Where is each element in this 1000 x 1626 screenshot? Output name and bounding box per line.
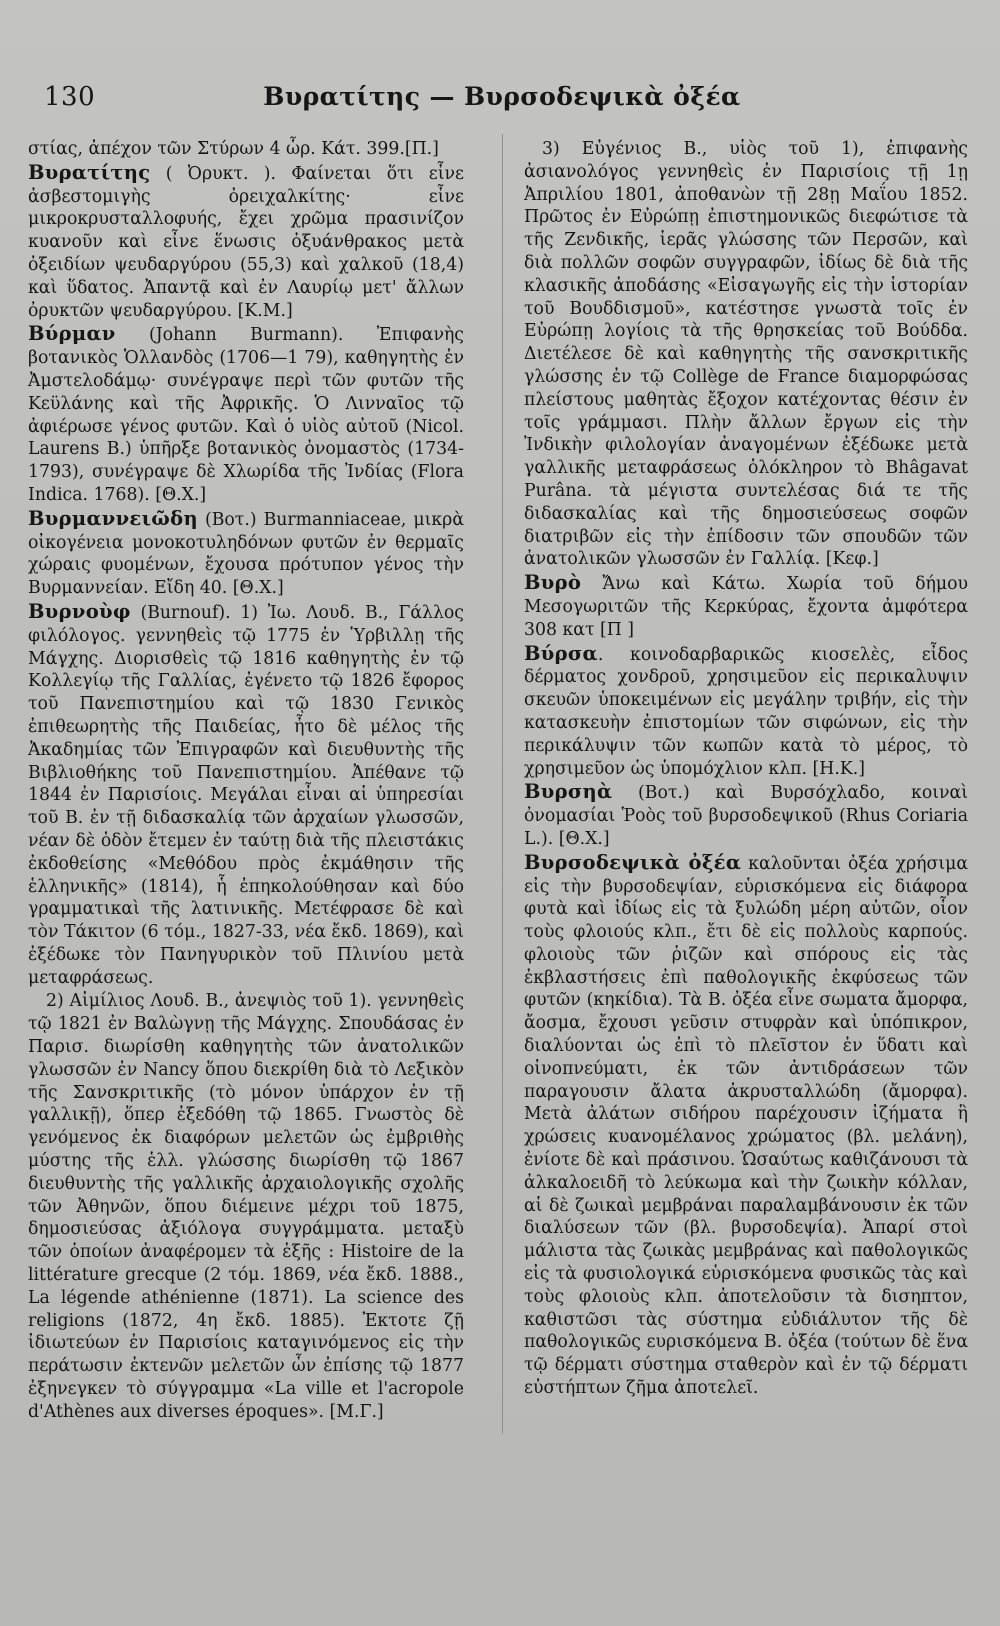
entry-text: στίας, ἀπέχον τῶν Στύρων 4 ὧρ. Κάτ. 399.[Π.] [28, 139, 439, 159]
page-number: 130 [44, 82, 96, 112]
dictionary-entry [524, 138, 968, 571]
dictionary-entry [524, 572, 968, 641]
entry-text: (Βοτ.) καὶ Βυρσόχλαδο, κοιναὶ ὀνομασίαι Ῥοὸς τοῦ βυρσοδεψικοῦ (Rhus Coriaria L.). [Θ.Χ.] [524, 783, 968, 849]
entry-text: (Burnouf). 1) Ἰω. Λουδ. Β., Γάλλος φιλόλογος. γεννηθεὶς τῷ 1775 ἐν Ὑρβιλλῃ τῆς Μάγχης. Διορισθεὶς τῷ 1816 καθηγητὴς ἐν τῷ Κολλεγίῳ τῆς Γαλλίας, ἐγένετο τῷ 1826 ἔφορος τοῦ Πανεπιστημίου καὶ τῷ 1830 Γενικὸς ἐπιθεωρητὴς τῆς Παιδείας, ἦτο δὲ μέλος τῆς Ἀκαδημίας τῶν Ἐπιγραφῶν καὶ διευθυντὴς τῆς Βιβλιοθήκης τοῦ Πανεπιστημίου. Ἀπέθανε τῷ 1844 ἐν Παρισίοις. Μεγάλαι εἶναι αἱ ὑπηρεσίαι τοῦ Β. ἐν τῇ διδασκαλίᾳ τῶν ἀρχαίων γλωσσῶν, νέαν δὲ ὁδὸν ἔτεμεν ἐν ταύτῃ διὰ τῆς πλειστάκις ἐκδοθείσης «Μεθόδου πρὸς ἐκμάθησιν τῆς ἑλληνικῆς» (1814), ἧ ἐπηκολούθησαν καὶ δύο γραμματικαὶ τῆς λατινικῆς. Μετέφρασε δὲ καὶ τὸν Τάκιτον (6 τόμ., 1827-33, νέα ἔκδ. 1869), καὶ ἐξέδωκε τὸν Πανηγυρικὸν τοῦ Πλινίου μετὰ μεταφράσεως. [28, 602, 464, 988]
dictionary-entry [28, 162, 464, 323]
entry-text: καλοῦνται ὀξέα χρήσιμα εἰς τὴν βυρσοδεψίαν, εὑρισκόμενα εἰς διάφορα φυτὰ καὶ ἰδίως εἰς τὰ ξυλώδη μέρη αὐτῶν, οἷον τοὺς φλοιούς κλπ., ἔτι δὲ εἰς πολλοὺς καρπούς. φλοιοὺς τῶν ῥιζῶν καὶ σπόρους εἰς τὰς ἐκβλαστήσεις ἐπὶ παθολογικῆς ἐκφύσεως τῶν φυτῶν (κηκίδια). Τὰ Β. ὀξέα εἶνε σωματα ἄμορφα, ἄοσμα, ἔχουσι γεῦσιν στυφρὰν καὶ ὑπόπικρον, διαλύονται ὡς ἐπὶ τὸ πλεῖστον ἐν ὕδατι καὶ οἰνοπνεύματι, ἐκ τῶν ἀντιδράσεων τῶν παραγουσιν ἄλατα ἀκρυσταλλώδη (ἄμορφα). Μετὰ ἀλάτων σιδήρου παρέχουσιν ἰζήματα ἢ χρώσεις κυανομέλανος χρώματος (βλ. μελάνη), ἐνίοτε δὲ καὶ πράσινου. Ὡσαύτως καθιζάνουσι τὰ ἀλκαλοειδῆ τὸ λεύκωμα καὶ τὴν ζωικὴν κόλλαν, αἱ δὲ ζωικαὶ μεμβράναι παραλαμβάνουσιν ἐκ τῶν διαλύσεων τῶν (βλ. βυρσοδεψία). Ἀπαρί στοὶ μάλιστα τὰς ζωικὰς μεμβράνας καὶ παθολογικῶς εἰς τὰ φυσιολογικά εὑρισκόμενα φυσικῶς τὰς καὶ τοὺς φλοιοὺς κλπ. ἀποτελοῦσιν τὰ δισηπτον, καθιστῶσι τὰς σύστημα εὐδιάλυτον τῆς δὲ παθολογικῶς ευρισκόμενα Β. ὀξέα (τούτων δὲ ἕνα τῷ δέρματι σύστημα σταθερὸν καὶ ἐν τῷ δέρματι εὐστήπτων ζῆμα ἀποτελεῖ. [524, 853, 968, 1399]
entry-headword: Βυρσηὰ [524, 780, 613, 804]
dictionary-entry [28, 323, 464, 506]
entry-text: 3) Εὐγένιος Β., υἱὸς τοῦ 1), ἐπιφανὴς ἀσιανολόγος γεννηθεὶς ἐν Παρισίοις τῇ 1ῃ Ἀπριλίου 1801, ἀποθανὼν τῇ 28ῃ Μαΐου 1852. Πρῶτος ἐν Εὐρώπῃ ἐπιστημονικῶς διεφώτισε τὰ τῆς Ζενδικῆς, ἱερᾶς γλώσσης τῶν Περσῶν, καὶ διὰ πολλῶν σοφῶν συγγραφῶν, ἰδίως δὲ διὰ τῆς κλασικῆς ἀποδάσης «Εἰσαγωγῆς εἰς τὴν ἱστορίαν τοῦ Βουδδισμοῦ», κατέστησε γνωστὰ τοῖς ἐν Εὐρώπῃ λογίοις τὰ τῆς θρησκείας τοῦ Βούδδα. Διετέλεσε δὲ καὶ καθηγητὴς τῆς σανσκριτικῆς γλώσσης ἐν τῷ Collège de France διαμορφώσας πλείστους μαθητὰς ἔξοχον κατέχοντας θέσιν ἐν τοῖς γράμμασι. Πλὴν ἄλλων ἔργων εἰς τὴν Ἰνδικὴν φιλολογίαν ἀναγομένων ἐξέδωκε μετὰ γαλλικῆς μεταφράσεως ὁλόκληρον τὸ Bhâgavat Purâna. τὰ μέγιστα συντελέσας διά τε τῆς διδασκαλίας καὶ τῆς δημοσιεύσεως σοφῶν διατριβῶν εἰς τὴν ἐπίδοσιν τῶν σπουδῶν τῶν ἀνατολικῶν γλωσσῶν ἐν Γαλλίᾳ. [Κεφ.] [524, 139, 968, 570]
dictionary-entry [524, 643, 968, 781]
page-header [38, 78, 966, 118]
dictionary-entry [28, 990, 464, 1423]
entry-headword: Βυρνοὺφ [28, 599, 131, 623]
entry-text: . κοινοδαρβαρικῶς κιοσελὲς, εἶδος δέρματος χονδροῦ, χρησιμεῦον εἰς περικαλυψιν σκευῶν ὑποκειμένων εἰς μεγάλην τριβήν, εἰς τὴν κατασκευὴν ἐπιστομίων τῶν σιφώνων, εἰς τὴν περικάλυψιν τῶν κωπῶν κατὰ τὸ μέρος, τὸ χρησιμεῦον ὡς ὑπομόχλιον κλπ. [Η.Κ.] [524, 644, 968, 779]
entry-headword: Βυρατίτης [28, 160, 151, 184]
entry-headword: Βυρμαννειῶδη [28, 506, 198, 530]
right-column [524, 138, 968, 1400]
left-column [28, 138, 464, 1424]
column-divider [502, 134, 503, 1434]
entry-text: ( Ὀρυκτ. ). Φαίνεται ὅτι εἶνε ἀσβεστομιγὴς ὀρειχαλκίτης· εἶνε μικροκρυσταλλοφυής, ἔχει χρῶμα πρασινίζον κυανοῦν καὶ εἶνε ἕνωσις ὀξυάνθρακος μετὰ ὀξειδίων ψευδαργύρου (55,3) καὶ χαλκοῦ (18,4) καὶ ὕδατος. Ἀπαντᾷ καὶ ἐν Λαυρίῳ μετ' ἄλλων ὀρυκτῶν ψευδαργύρου. [Κ.Μ.] [28, 163, 464, 321]
entry-headword: Βυρσοδεψικὰ ὀξέα [524, 850, 742, 874]
dictionary-entry [524, 781, 968, 850]
dictionary-entry [28, 138, 464, 161]
entry-headword: Βύρμαν [28, 322, 116, 346]
running-title: Βυρατίτης — Βυρσοδεψικὰ ὀξέα [263, 82, 741, 111]
dictionary-entry [524, 852, 968, 1400]
entry-headword: Βυρὸ [524, 571, 582, 595]
entry-text: 2) Αἰμίλιος Λουδ. Β., ἀνεψιὸς τοῦ 1). γεννηθεὶς τῷ 1821 ἐν Βαλὼγνῃ τῆς Μάγχης. Σπουδάσας ἐν Παρισ. διωρίσθη καθηγητὴς τῶν ἀνατολικῶν γλωσσῶν ἐν Nancy ὅπου διεκρίθη διὰ τὸ Λεξικὸν τῆς Σανσκριτικῆς (τὸ μόνον ὑπάρχον ἐν τῇ γαλλικῇ), ὅπερ ἐξεδόθη τῷ 1865. Γνωστὸς δὲ γενόμενος ἐκ διαφόρων μελετῶν ὡς ἐμβριθὴς μύστης τῆς ἑλλ. γλώσσης διωρίσθη τῷ 1867 διευθυντὴς τῆς γαλλικῆς ἀρχαιολογικῆς σχολῆς τῶν Ἀθηνῶν, ὅπου διέμεινε μέχρι τοῦ 1875, δημοσιεύσας ἀξιόλογα συγγράμματα. μεταξὺ τῶν ὁποίων ἀναφέρομεν τὰ ἑξῆς : Histoire de la littérature grecque (2 τόμ. 1869, νέα ἔκδ. 1888., La légende athénienne (1871). La science des religions (1872, 4η ἔκδ. 1885). Ἐκτοτε ζῇ ἰδιωτεύων ἐν Παρισίοις καταγινόμενος εἰς τὴν περάτωσιν ἐκτενῶν μελετῶν ὧν ἐπίσης τῷ 1877 ἐξηνεγκεν τὸ σύγγραμμα «La ville et l'acropole d'Athènes aux diverses époques». [Μ.Γ.] [28, 991, 464, 1422]
entry-text: (Βοτ.) Burmanniaceae, μικρὰ οἰκογένεια μονοκοτυληδόνων φυτῶν ἐν θερμαῖς χώραις φυομένων, ἔχουσα πρότυπον γένος τὴν Βυρμαννείαν. Εἴδη 40. [Θ.Χ.] [28, 509, 464, 599]
entry-text: Ἄνω καὶ Κάτω. Χωρία τοῦ δήμου Μεσογωριτῶν τῆς Κερκύρας, ἔχοντα ἀμφότερα 308 κατ [Π ] [524, 574, 968, 640]
dictionary-entry [28, 601, 464, 990]
entry-headword: Βύρσα [524, 641, 598, 665]
entry-text: (Johann Burmann). Ἐπιφανὴς βοτανικὸς Ὁλλανδὸς (1706—1 79), καθηγητὴς ἐν Ἀμστελοδάμῳ· συνέγραψε περὶ τῶν φυτῶν τῆς Κεϋλάνης καὶ τῆς Ἀφρικῆς. Ὁ Λινναῖος τῷ ἀφιέρωσε γένος φυτῶν. Καὶ ὁ υἱὸς αὐτοῦ (Nicol. Laurens B.) ὑπῆρξε βοτανικὸς ὀνομαστὸς (1734-1793), συνέγραψε δὲ Χλωρίδα τῆς Ἰνδίας (Flora Indica. 1768). [Θ.Χ.] [28, 325, 464, 505]
dictionary-entry [28, 508, 464, 600]
